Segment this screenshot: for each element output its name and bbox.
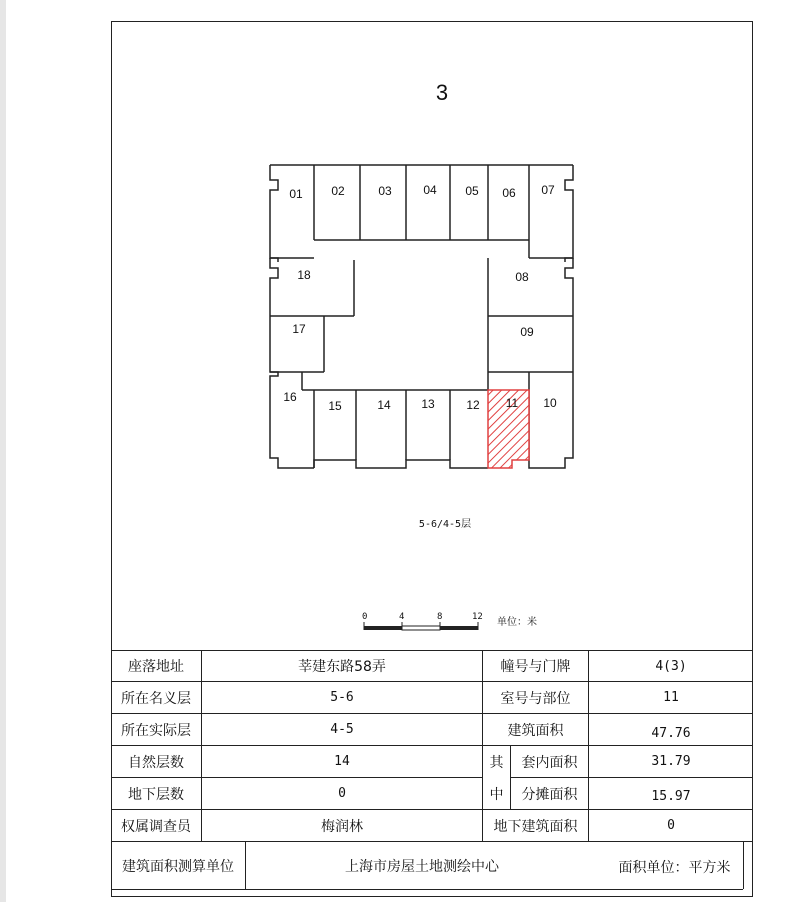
shared-area-value: 15.97 [651, 789, 691, 804]
unit-label: 05 [465, 184, 479, 198]
address-value: 莘建东路58弄 [298, 659, 386, 675]
floor-area-value: 47.76 [651, 726, 691, 741]
unit-label: 01 [289, 187, 303, 201]
address-label: 座落地址 [128, 659, 184, 675]
floor-area-label: 建筑面积 [507, 722, 564, 739]
unit-label: 13 [421, 397, 435, 411]
actual-floor-value: 4-5 [330, 722, 354, 737]
floor-caption: 5-6/4-5层 [418, 519, 472, 530]
unit-label: 02 [331, 184, 345, 198]
unit-label: 15 [328, 399, 342, 413]
surveyor-value: 梅润林 [321, 818, 363, 835]
unit-label: 11 [505, 396, 519, 410]
unit-label: 17 [292, 322, 306, 336]
building-door-label: 幢号与门牌 [500, 659, 571, 675]
shared-area-label: 分摊面积 [521, 786, 578, 803]
unit-label: 06 [502, 186, 516, 200]
unit-label: 12 [466, 398, 480, 412]
scale-tick-label: 8 [437, 612, 443, 622]
nominal-floor-label: 所在名义层 [121, 690, 191, 707]
underground-floors-value: 0 [338, 786, 346, 801]
unit-label: 07 [541, 183, 555, 197]
actual-floor-label: 所在实际层 [121, 722, 191, 739]
unit-label: 18 [297, 268, 311, 282]
inner-area-value: 31.79 [651, 754, 691, 769]
nominal-floor-value: 5-6 [330, 690, 354, 705]
of-which-label-2: 中 [489, 786, 504, 803]
area-unit-label: 面积单位：平方米 [618, 860, 731, 876]
scale-tick-label: 12 [472, 612, 483, 622]
underground-floors-label: 地下层数 [128, 786, 184, 803]
room-value: 11 [663, 690, 679, 705]
inner-area-label: 套内面积 [521, 754, 578, 771]
room-label: 室号与部位 [500, 690, 571, 707]
natural-floors-value: 14 [334, 754, 350, 769]
building-door-value: 4(3) [655, 658, 687, 674]
scale-tick-label: 4 [399, 612, 405, 622]
unit-label: 10 [543, 396, 557, 410]
scale-bar [364, 622, 478, 630]
unit-label: 09 [520, 325, 534, 339]
underground-area-label: 地下建筑面积 [493, 818, 578, 835]
unit-label: 03 [378, 184, 392, 198]
unit-label: 04 [423, 183, 437, 197]
underground-area-value: 0 [667, 818, 675, 833]
building-number: 3 [435, 80, 449, 105]
surveyor-label: 权属调查员 [121, 818, 191, 835]
survey-unit-value: 上海市房屋土地测绘中心 [345, 858, 499, 875]
of-which-label-1: 其 [489, 754, 504, 771]
unit-label: 16 [283, 390, 297, 404]
survey-unit-label: 建筑面积测算单位 [122, 858, 234, 875]
scale-tick-label: 0 [362, 612, 368, 622]
scale-unit-label: 单位：米 [497, 617, 537, 628]
unit-label: 14 [377, 398, 391, 412]
natural-floors-label: 自然层数 [128, 754, 184, 771]
unit-label: 08 [515, 270, 529, 284]
